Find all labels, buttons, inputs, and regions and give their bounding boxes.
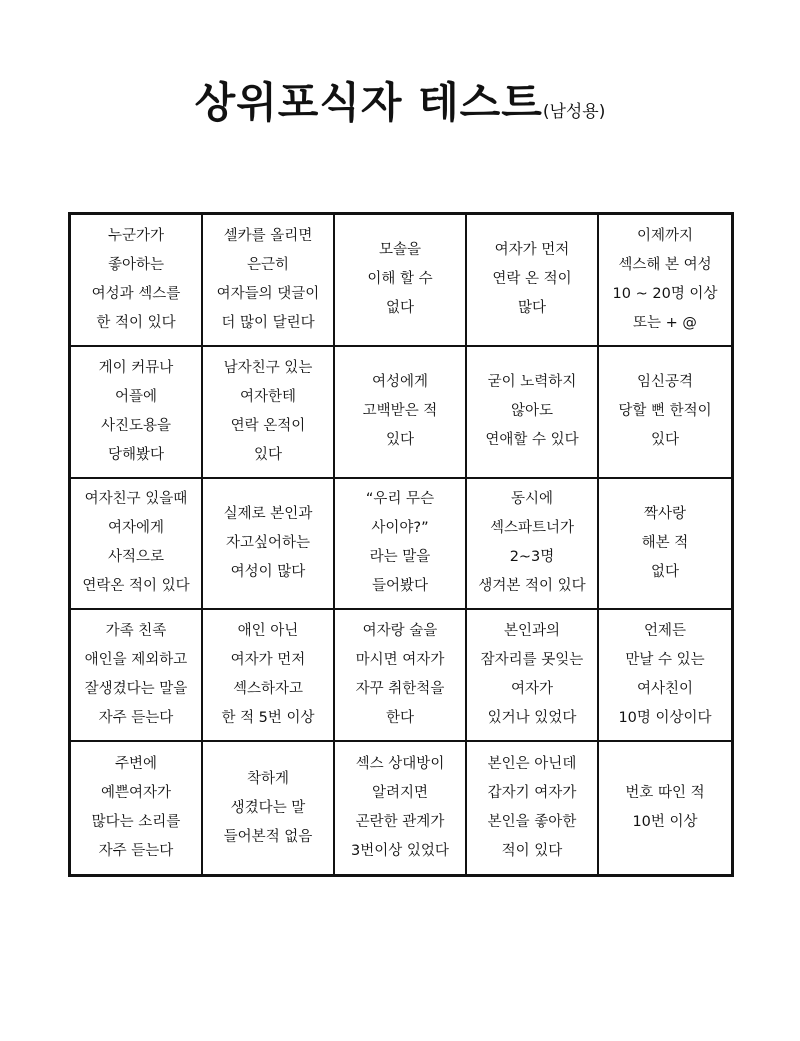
cell-text-line: 좋아하는: [107, 256, 165, 273]
cell-text-line: 마시면 여자가: [355, 652, 445, 669]
cell-text-line: 많다: [517, 300, 546, 317]
cell-text-line: 짝사랑: [643, 505, 687, 522]
grid-cell-r3-c5: [599, 479, 731, 611]
cell-text-line: 않아도: [510, 403, 554, 420]
cell-text-line: 2~3명: [509, 549, 555, 566]
grid-cell-r2-c1: [71, 347, 203, 479]
cell-text-line: 10명 이상이다: [618, 710, 712, 727]
title-subtitle: (남성용): [542, 102, 606, 122]
cell-text-line: 본인은 아닌데: [487, 756, 577, 773]
cell-text-line: 잘생겼다는 말을: [84, 681, 188, 698]
grid-cell-r3-c1: [71, 479, 203, 611]
grid-cell-r4-c1: [71, 610, 203, 742]
grid-cell-r5-c2: [203, 742, 335, 874]
cell-text-line: 생겨본 적이 있다: [478, 578, 586, 595]
grid-cell-r3-c4: [467, 479, 599, 611]
cell-text-line: 갑자기 여자가: [487, 785, 577, 802]
cell-text-line: 여자한테: [239, 388, 297, 405]
cell-text-line: 섹스하자고: [232, 681, 304, 698]
cell-text-line: 섹스해 본 여성: [618, 256, 712, 273]
grid-cell-r3-c2: [203, 479, 335, 611]
cell-text-line: 적이 있다: [501, 843, 563, 860]
cell-text-line: 남자친구 있는: [223, 359, 313, 376]
cell-text-line: 곤란한 관계가: [355, 814, 445, 831]
cell-text-line: 여자들의 댓글이: [216, 285, 320, 302]
cell-text-line: 여성이 많다: [230, 563, 306, 580]
cell-text-line: 사진도용을: [100, 417, 172, 434]
cell-text-line: 연락온 적이 있다: [82, 578, 190, 595]
cell-text-line: 자고싶어하는: [225, 534, 311, 551]
cell-text-line: 언제든: [643, 623, 687, 640]
cell-text-line: 10 ~ 20명 이상: [612, 285, 718, 302]
cell-text-line: 당할 뻔 한적이: [618, 403, 712, 420]
grid-cell-r5-c4: [467, 742, 599, 874]
cell-text-line: 여성과 섹스를: [91, 285, 181, 302]
cell-text-line: 또는 + @: [633, 314, 697, 331]
cell-text-line: 여성에게: [371, 374, 429, 391]
cell-text-line: 섹스 상대방이: [355, 756, 445, 773]
cell-text-line: 어플에: [114, 388, 158, 405]
grid-cell-r5-c3: [335, 742, 467, 874]
cell-text-line: 10번 이상: [632, 814, 698, 831]
cell-text-line: “우리 무슨: [365, 491, 435, 508]
cell-text-line: 자주 듣는다: [98, 710, 174, 727]
grid-cell-r1-c2: [203, 215, 335, 347]
cell-text-line: 여자가 먼저: [230, 652, 306, 669]
cell-text-line: 많다는 소리를: [91, 814, 181, 831]
grid-cell-r2-c3: [335, 347, 467, 479]
cell-text-line: 3번이상 있었다: [351, 843, 449, 860]
cell-text-line: 애인 아닌: [237, 623, 299, 640]
grid-cell-r4-c5: [599, 610, 731, 742]
grid-cell-r1-c5: [599, 215, 731, 347]
cell-text-line: 번호 따인 적: [625, 785, 705, 802]
cell-text-line: 고백받은 적: [362, 403, 438, 420]
cell-text-line: 가족 친족: [105, 623, 167, 640]
title-main: 상위포식자 테스트: [194, 78, 543, 127]
cell-text-line: 자주 듣는다: [98, 843, 174, 860]
cell-text-line: 섹스파트너가: [489, 520, 575, 537]
cell-text-line: 있다: [253, 446, 282, 463]
cell-text-line: 들어봤다: [371, 578, 429, 595]
cell-text-line: 없다: [385, 300, 414, 317]
cell-text-line: 라는 말을: [369, 549, 431, 566]
cell-text-line: 여자랑 술을: [362, 623, 438, 640]
cell-text-line: 셀카를 올리면: [223, 227, 313, 244]
cell-text-line: 없다: [650, 563, 679, 580]
cell-text-line: 있다: [385, 432, 414, 449]
cell-text-line: 더 많이 달린다: [221, 314, 315, 331]
cell-text-line: 애인을 제외하고: [84, 652, 188, 669]
grid-cell-r4-c3: [335, 610, 467, 742]
grid-cell-r3-c3: [335, 479, 467, 611]
grid-cell-r4-c2: [203, 610, 335, 742]
cell-text-line: 주변에: [114, 756, 158, 773]
cell-text-line: 이해 할 수: [367, 271, 433, 288]
grid-cell-r2-c2: [203, 347, 335, 479]
cell-text-line: 알려지면: [371, 785, 429, 802]
cell-text-line: 한다: [385, 710, 414, 727]
cell-text-line: 한 적이 있다: [96, 314, 176, 331]
cell-text-line: 있다: [650, 432, 679, 449]
cell-text-line: 잠자리를 못잊는: [480, 652, 584, 669]
grid-cell-r1-c4: [467, 215, 599, 347]
grid-cell-r2-c5: [599, 347, 731, 479]
cell-text-line: 여자가 먼저: [494, 242, 570, 259]
grid-cell-r2-c4: [467, 347, 599, 479]
grid-cell-r5-c1: [71, 742, 203, 874]
cell-text-line: 여사친이: [636, 681, 694, 698]
cell-text-line: 만날 수 있는: [625, 652, 705, 669]
cell-text-line: 사이야?”: [371, 520, 429, 537]
cell-text-line: 굳이 노력하지: [487, 374, 577, 391]
cell-text-line: 본인과의: [503, 623, 561, 640]
cell-text-line: 동시에: [510, 491, 554, 508]
grid-cell-r5-c5: [599, 742, 731, 874]
bingo-grid: [68, 212, 734, 877]
cell-text-line: 생겼다는 말: [230, 799, 306, 816]
cell-text-line: 당해봤다: [107, 446, 165, 463]
cell-text-line: 들어본적 없음: [223, 828, 313, 845]
cell-text-line: 예쁜여자가: [100, 785, 172, 802]
cell-text-line: 게이 커뮤나: [98, 359, 174, 376]
cell-text-line: 있거나 있었다: [487, 710, 577, 727]
cell-text-line: 연애할 수 있다: [485, 432, 579, 449]
cell-text-line: 한 적 5번 이상: [221, 710, 315, 727]
cell-text-line: 여자친구 있을때: [84, 491, 188, 508]
cell-text-line: 은근히: [246, 256, 290, 273]
cell-text-line: 여자가: [510, 681, 554, 698]
cell-text-line: 연락 온적이: [230, 417, 306, 434]
grid-cell-r1-c3: [335, 215, 467, 347]
grid-cell-r1-c1: [71, 215, 203, 347]
cell-text-line: 자꾸 취한척을: [355, 681, 445, 698]
cell-text-line: 사적으로: [107, 549, 165, 566]
cell-text-line: 임신공격: [636, 374, 694, 391]
cell-text-line: 이제까지: [636, 227, 694, 244]
cell-text-line: 실제로 본인과: [223, 505, 313, 522]
page-title: [0, 70, 800, 130]
grid-cell-r4-c4: [467, 610, 599, 742]
cell-text-line: 해본 적: [641, 534, 689, 551]
cell-text-line: 착하게: [246, 770, 290, 787]
cell-text-line: 연락 온 적이: [492, 271, 572, 288]
cell-text-line: 여자에게: [107, 520, 165, 537]
cell-text-line: 모솔을: [378, 242, 422, 259]
cell-text-line: 누군가가: [107, 227, 165, 244]
cell-text-line: 본인을 좋아한: [487, 814, 577, 831]
